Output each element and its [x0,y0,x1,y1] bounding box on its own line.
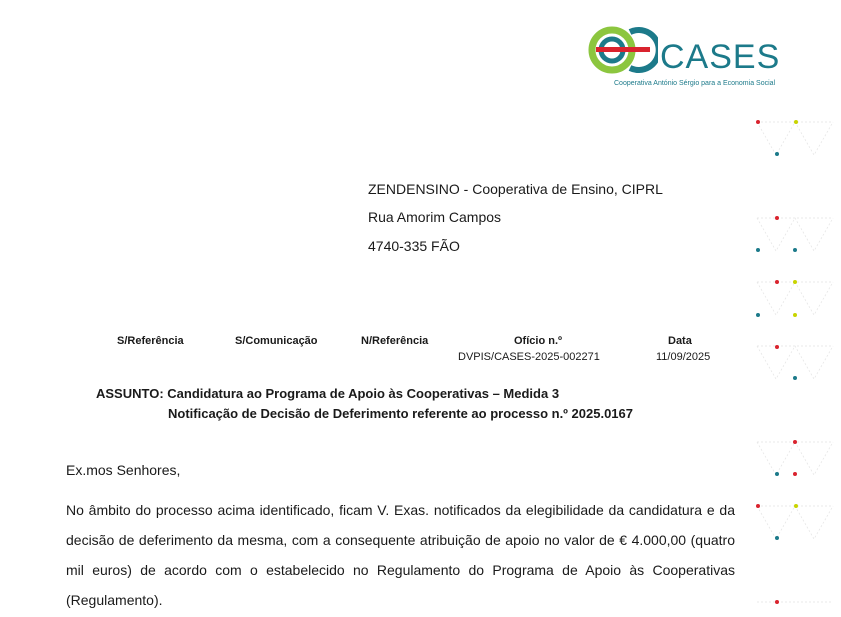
oficio-value: DVPIS/CASES-2025-002271 [458,351,600,363]
n-referencia-label: N/Referência [361,335,429,347]
cases-logo-mark [586,22,658,78]
recipient-name: ZENDENSINO - Cooperativa de Ensino, CIPRL [368,181,663,197]
logo-wordmark: CASES [660,38,781,76]
greeting: Ex.mos Senhores, [66,462,181,478]
s-comunicacao-label: S/Comunicação [235,335,318,347]
cases-logo [586,22,781,92]
logo-subtitle: Cooperativa António Sérgio para a Economia Social [614,80,776,87]
subject-line-2: Notificação de Decisão de Deferimento referente ao processo n.º 2025.0167 [168,406,633,421]
body-paragraph: No âmbito do processo acima identificado, ficam V. Exas. notificados da elegibilidade da candidatura e da decisão de deferimento da mesma, com a consequente atribuição de apoio no valor de € 4.000,00 (quatro mil euros) de acordo com o estabelecido no Regulamento do Programa de Apoio às Cooperativas (Regulamento). [66,502,735,608]
data-label: Data [668,335,692,347]
s-referencia-label: S/Referência [117,335,184,347]
oficio-label: Ofício n.º [514,335,563,347]
subject-line-1: ASSUNTO: Candidatura ao Programa de Apoio às Cooperativas – Medida 3 [96,386,560,401]
recipient-postal: 4740-335 FÃO [368,238,460,254]
decorative-dot-pattern [745,110,841,610]
recipient-street: Rua Amorim Campos [368,209,502,225]
data-value: 11/09/2025 [656,351,711,363]
